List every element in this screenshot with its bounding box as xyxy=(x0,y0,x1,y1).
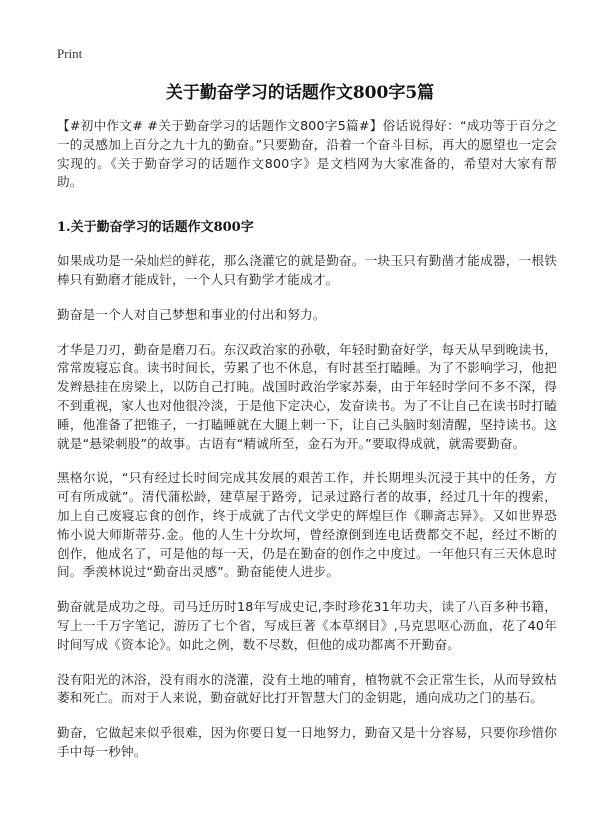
body-paragraph: 勤奋，它做起来似乎很难，因为你要日复一日地努力，勤奋又是十分容易，只要你珍惜你手中每一秒钟。 xyxy=(57,725,557,759)
article-body xyxy=(57,117,557,778)
body-paragraph: 没有阳光的沐浴，没有雨水的浇灌，没有土地的哺育，植物就不会正常生长，从而导致枯萎和死亡。而对于人来说，勤奋就好比打开智慧大门的金钥匙，通向成功之门的基石。 xyxy=(57,671,557,706)
intro-paragraph: 【#初中作文# #关于勤奋学习的话题作文800字5篇#】俗话说得好：“成功等于百分之一的灵感加上百分之九十九的勤奋。”只要勤奋，沿着一个奋斗目标，再大的愿望也一定会实现的。《关于勤奋学习的话题作文800字》是文档网为大家准备的，希望对大家有帮助。 xyxy=(57,118,557,190)
body-paragraph: 如果成功是一朵灿烂的鲜花，那么浇灌它的就是勤奋。一块玉只有勤凿才能成器，一根铁棒只有勤磨才能成针，一个人只有勤学才能成才。 xyxy=(57,253,557,287)
body-paragraph: 才华是刀刃，勤奋是磨刀石。东汉政治家的孙敬，年轻时勤奋好学，每天从早到晚读书，常常废寝忘食。读书时间长，劳累了也不休息，有时甚至打瞌睡。为了不影响学习，他把发辫悬挂在房梁上，以防自己打盹。战国时政治学家苏秦，由于年轻时学问不多不深，得不到重视，家人也对他很冷淡，于是他下定决心，发奋读书。为了不让自己在读书时打瞌睡，他准备了把锥子，一打瞌睡就在大腿上刺一下，让自己头脑时刻清醒，坚持读书。这就是“悬梁刺股”的故事。古语有“精诚所至，金石为开。”要取得成就，就需要勤奋。 xyxy=(57,341,557,451)
body-paragraph: 勤奋就是成功之母。司马迁历时18年写成史记,李时珍花31年功夫，读了八百多种书籍，写上一千万字笔记，游历了七个省，写成巨著《本草纲目》,马克思呕心沥血，花了40年时间写成《资本论》。如此之例，数不尽数，但他的成功都离不开勤奋。 xyxy=(57,599,557,652)
section-heading: 1.关于勤奋学习的话题作文800字 xyxy=(57,220,254,236)
body-paragraph: 黑格尔说，“只有经过长时间完成其发展的艰苦工作，并长期埋头沉浸于其中的任务，方可有所成就”。清代蒲松龄，建草屋于路旁，记录过路行者的故事，经过几十年的搜索，加上自己废寝忘食的创作，终于成就了古代文学史的辉煌巨作《聊斋志异》。又如世界恐怖小说大师斯蒂芬.金。他的人生十分坎坷，曾经潦倒到连电话费都交不起，经过不断的创作，他成名了，可是他的每一天，仍是在勤奋的创作之中度过。一年他只有三天休息时间。季羡林说过“勤奋出灵感”。勤奋能使人进步。 xyxy=(57,470,557,580)
print-link[interactable]: Print xyxy=(57,46,83,61)
article-title: 关于勤奋学习的话题作文800字5篇 xyxy=(165,83,435,103)
body-paragraph: 勤奋是一个人对自己梦想和事业的付出和努力。 xyxy=(57,306,326,322)
